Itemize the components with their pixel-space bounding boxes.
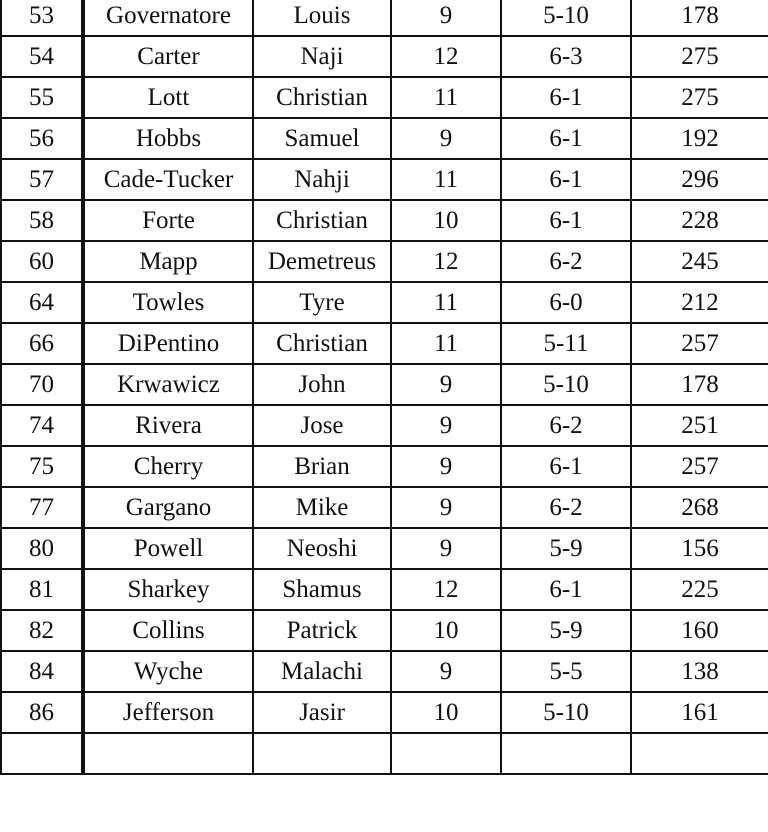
- player-number-cell: 66: [1, 323, 83, 364]
- height-cell: 6-0: [501, 282, 631, 323]
- last-name-cell: Carter: [83, 36, 253, 77]
- player-number-cell: 86: [1, 692, 83, 733]
- table-row: [1, 118, 768, 159]
- height-cell: 5-9: [501, 610, 631, 651]
- player-number-cell: 55: [1, 77, 83, 118]
- grade-cell: 12: [391, 241, 501, 282]
- weight-cell: 275: [631, 77, 768, 118]
- player-number-cell: 57: [1, 159, 83, 200]
- grade-cell: 9: [391, 487, 501, 528]
- grade-cell: 11: [391, 159, 501, 200]
- height-cell: 6-3: [501, 36, 631, 77]
- height-cell: 6-1: [501, 77, 631, 118]
- grade-cell: 9: [391, 118, 501, 159]
- weight-cell: 212: [631, 282, 768, 323]
- first-name-cell: Demetreus: [253, 241, 391, 282]
- table-row: [1, 36, 768, 77]
- height-cell: 6-1: [501, 446, 631, 487]
- grade-cell: 10: [391, 610, 501, 651]
- first-name-cell: Louis: [253, 0, 391, 36]
- first-name-cell: John: [253, 364, 391, 405]
- height-cell: 5-9: [501, 528, 631, 569]
- height-cell: 6-1: [501, 159, 631, 200]
- table-row: [1, 569, 768, 610]
- last-name-cell: Hobbs: [83, 118, 253, 159]
- first-name-cell: Christian: [253, 200, 391, 241]
- weight-cell: 225: [631, 569, 768, 610]
- player-number-cell: 77: [1, 487, 83, 528]
- empty-row: [1, 733, 768, 774]
- empty-cell: [501, 733, 631, 774]
- grade-cell: 9: [391, 651, 501, 692]
- weight-cell: 296: [631, 159, 768, 200]
- player-number-cell: 84: [1, 651, 83, 692]
- first-name-cell: Patrick: [253, 610, 391, 651]
- first-name-cell: Jose: [253, 405, 391, 446]
- grade-cell: 11: [391, 77, 501, 118]
- grade-cell: 9: [391, 364, 501, 405]
- grade-cell: 9: [391, 405, 501, 446]
- last-name-cell: DiPentino: [83, 323, 253, 364]
- empty-cell: [1, 733, 83, 774]
- height-cell: 6-2: [501, 241, 631, 282]
- table-row: [1, 241, 768, 282]
- weight-cell: 251: [631, 405, 768, 446]
- weight-cell: 257: [631, 446, 768, 487]
- grade-cell: 9: [391, 446, 501, 487]
- player-number-cell: 60: [1, 241, 83, 282]
- table-row: [1, 159, 768, 200]
- weight-cell: 228: [631, 200, 768, 241]
- last-name-cell: Cherry: [83, 446, 253, 487]
- first-name-cell: Samuel: [253, 118, 391, 159]
- player-number-cell: 70: [1, 364, 83, 405]
- first-name-cell: Malachi: [253, 651, 391, 692]
- last-name-cell: Towles: [83, 282, 253, 323]
- player-number-cell: 56: [1, 118, 83, 159]
- weight-cell: 275: [631, 36, 768, 77]
- empty-cell: [391, 733, 501, 774]
- first-name-cell: Jasir: [253, 692, 391, 733]
- height-cell: 5-10: [501, 0, 631, 36]
- grade-cell: 10: [391, 200, 501, 241]
- weight-cell: 178: [631, 364, 768, 405]
- table-row: [1, 200, 768, 241]
- grade-cell: 12: [391, 36, 501, 77]
- table-row: [1, 487, 768, 528]
- last-name-cell: Krwawicz: [83, 364, 253, 405]
- player-number-cell: 53: [1, 0, 83, 36]
- height-cell: 6-1: [501, 200, 631, 241]
- roster-body: [1, 0, 768, 774]
- grade-cell: 9: [391, 0, 501, 36]
- table-row: [1, 610, 768, 651]
- table-row: [1, 405, 768, 446]
- table-row: [1, 446, 768, 487]
- grade-cell: 9: [391, 528, 501, 569]
- player-number-cell: 80: [1, 528, 83, 569]
- last-name-cell: Powell: [83, 528, 253, 569]
- height-cell: 5-5: [501, 651, 631, 692]
- grade-cell: 11: [391, 282, 501, 323]
- weight-cell: 192: [631, 118, 768, 159]
- first-name-cell: Naji: [253, 36, 391, 77]
- first-name-cell: Mike: [253, 487, 391, 528]
- empty-cell: [631, 733, 768, 774]
- table-row: [1, 282, 768, 323]
- table-row: [1, 651, 768, 692]
- grade-cell: 12: [391, 569, 501, 610]
- weight-cell: 160: [631, 610, 768, 651]
- first-name-cell: Neoshi: [253, 528, 391, 569]
- last-name-cell: Gargano: [83, 487, 253, 528]
- height-cell: 5-11: [501, 323, 631, 364]
- table-row: [1, 77, 768, 118]
- weight-cell: 161: [631, 692, 768, 733]
- last-name-cell: Lott: [83, 77, 253, 118]
- height-cell: 6-1: [501, 569, 631, 610]
- weight-cell: 268: [631, 487, 768, 528]
- weight-cell: 138: [631, 651, 768, 692]
- last-name-cell: Mapp: [83, 241, 253, 282]
- first-name-cell: Tyre: [253, 282, 391, 323]
- last-name-cell: Governatore: [83, 0, 253, 36]
- player-number-cell: 54: [1, 36, 83, 77]
- empty-cell: [83, 733, 253, 774]
- height-cell: 6-2: [501, 405, 631, 446]
- empty-cell: [253, 733, 391, 774]
- height-cell: 5-10: [501, 692, 631, 733]
- player-number-cell: 82: [1, 610, 83, 651]
- first-name-cell: Shamus: [253, 569, 391, 610]
- last-name-cell: Wyche: [83, 651, 253, 692]
- player-number-cell: 74: [1, 405, 83, 446]
- table-row: [1, 323, 768, 364]
- last-name-cell: Rivera: [83, 405, 253, 446]
- last-name-cell: Cade-Tucker: [83, 159, 253, 200]
- table-row: [1, 0, 768, 36]
- last-name-cell: Jefferson: [83, 692, 253, 733]
- weight-cell: 178: [631, 0, 768, 36]
- table-row: [1, 364, 768, 405]
- height-cell: 6-1: [501, 118, 631, 159]
- grade-cell: 10: [391, 692, 501, 733]
- player-number-cell: 58: [1, 200, 83, 241]
- first-name-cell: Christian: [253, 77, 391, 118]
- last-name-cell: Collins: [83, 610, 253, 651]
- height-cell: 6-2: [501, 487, 631, 528]
- first-name-cell: Christian: [253, 323, 391, 364]
- last-name-cell: Sharkey: [83, 569, 253, 610]
- weight-cell: 257: [631, 323, 768, 364]
- player-number-cell: 64: [1, 282, 83, 323]
- table-row: [1, 692, 768, 733]
- first-name-cell: Nahji: [253, 159, 391, 200]
- first-name-cell: Brian: [253, 446, 391, 487]
- table-row: [1, 528, 768, 569]
- grade-cell: 11: [391, 323, 501, 364]
- height-cell: 5-10: [501, 364, 631, 405]
- weight-cell: 156: [631, 528, 768, 569]
- weight-cell: 245: [631, 241, 768, 282]
- player-number-cell: 81: [1, 569, 83, 610]
- last-name-cell: Forte: [83, 200, 253, 241]
- player-number-cell: 75: [1, 446, 83, 487]
